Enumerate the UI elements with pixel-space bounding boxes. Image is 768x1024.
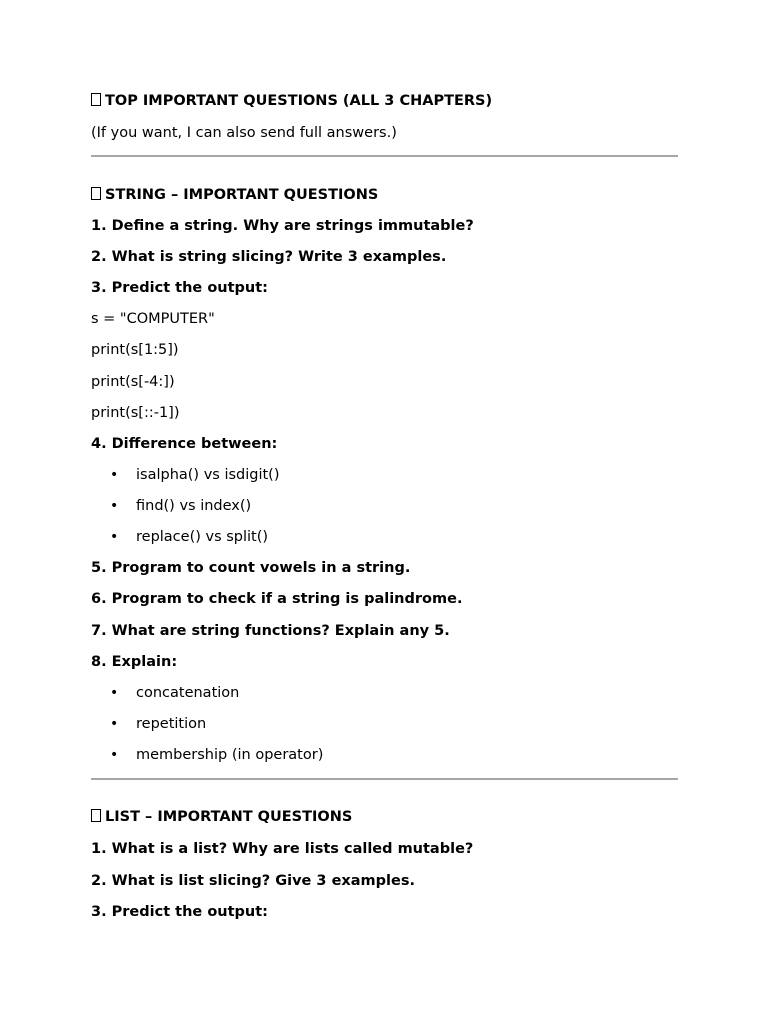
list-item: membership (in operator) bbox=[136, 747, 324, 763]
string-question-8: 8. Explain: bbox=[91, 654, 178, 670]
missing-glyph-icon bbox=[91, 187, 101, 200]
bullet-icon: • bbox=[110, 747, 119, 763]
section-divider bbox=[91, 778, 678, 780]
list-item: concatenation bbox=[136, 685, 240, 701]
list-item: repetition bbox=[136, 716, 207, 732]
list-item: find() vs index() bbox=[136, 498, 252, 514]
section-divider bbox=[91, 155, 678, 157]
bullet-icon: • bbox=[110, 685, 119, 701]
list-item: isalpha() vs isdigit() bbox=[136, 467, 280, 483]
string-question-5: 5. Program to count vowels in a string. bbox=[91, 560, 411, 576]
missing-glyph-icon bbox=[91, 93, 101, 106]
code-line: print(s[::-1]) bbox=[91, 405, 180, 421]
document-title: TOP IMPORTANT QUESTIONS (ALL 3 CHAPTERS) bbox=[105, 93, 493, 109]
list-item: replace() vs split() bbox=[136, 529, 269, 545]
code-line: s = "COMPUTER" bbox=[91, 311, 215, 327]
list-question-1: 1. What is a list? Why are lists called mutable? bbox=[91, 841, 474, 857]
string-section-heading: STRING – IMPORTANT QUESTIONS bbox=[105, 187, 379, 203]
code-line: print(s[1:5]) bbox=[91, 342, 179, 358]
list-question-3: 3. Predict the output: bbox=[91, 904, 268, 920]
document-subtitle: (If you want, I can also send full answers.) bbox=[91, 125, 397, 141]
string-question-6: 6. Program to check if a string is palindrome. bbox=[91, 591, 463, 607]
bullet-icon: • bbox=[110, 498, 119, 514]
list-section-heading: LIST – IMPORTANT QUESTIONS bbox=[105, 809, 353, 825]
string-question-2: 2. What is string slicing? Write 3 examples. bbox=[91, 249, 447, 265]
missing-glyph-icon bbox=[91, 809, 101, 822]
document-title-row bbox=[91, 92, 492, 110]
list-section-heading-row bbox=[91, 808, 352, 826]
string-question-3: 3. Predict the output: bbox=[91, 280, 268, 296]
string-question-7: 7. What are string functions? Explain any 5. bbox=[91, 623, 450, 639]
string-question-1: 1. Define a string. Why are strings immutable? bbox=[91, 218, 474, 234]
list-question-2: 2. What is list slicing? Give 3 examples. bbox=[91, 873, 415, 889]
string-question-4: 4. Difference between: bbox=[91, 436, 278, 452]
bullet-icon: • bbox=[110, 467, 119, 483]
bullet-icon: • bbox=[110, 529, 119, 545]
bullet-icon: • bbox=[110, 716, 119, 732]
code-line: print(s[-4:]) bbox=[91, 374, 175, 390]
string-section-heading-row bbox=[91, 186, 378, 204]
